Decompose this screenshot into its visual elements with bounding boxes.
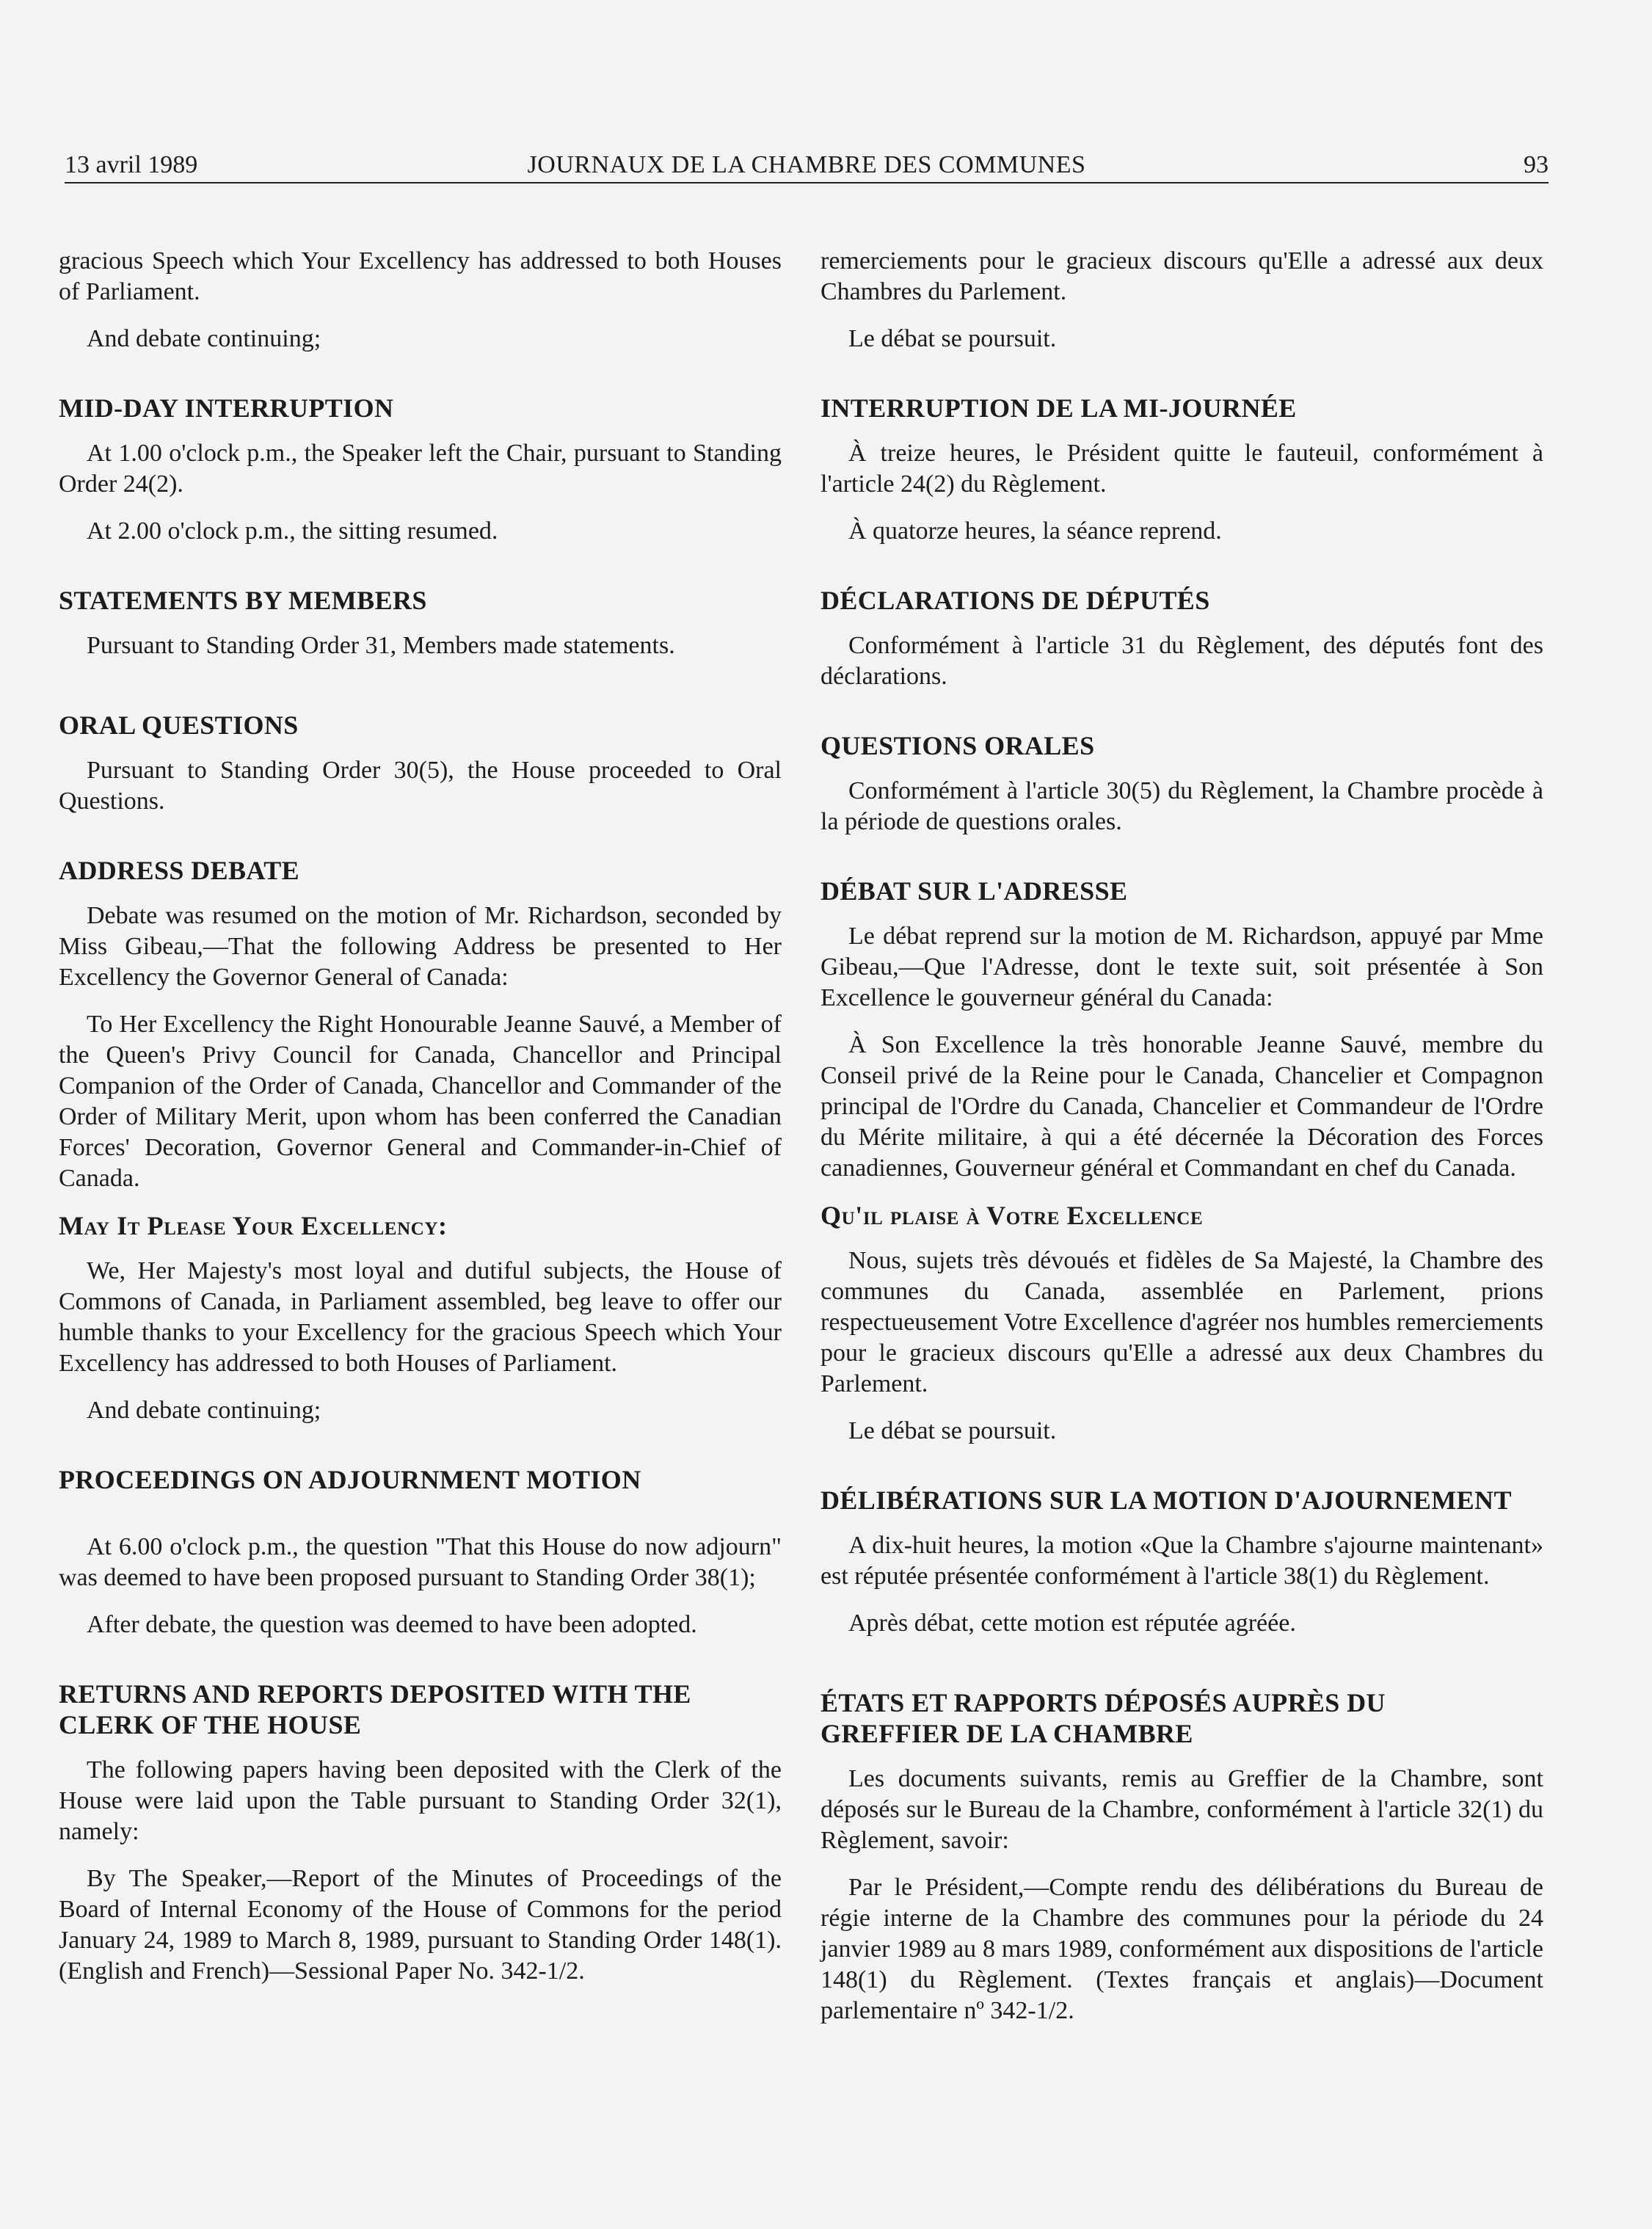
fr-returns-heading-line2: GREFFIER DE LA CHAMBRE — [820, 1719, 1193, 1748]
en-adjournment-p1: At 6.00 o'clock p.m., the question "That this House do now adjourn" was deemed to have been proposed pursuant to Standing Order 38(1); — [59, 1533, 782, 1591]
en-statements-heading: STATEMENTS BY MEMBERS — [59, 586, 427, 615]
fr-returns-heading — [820, 1687, 1543, 1749]
fr-address-continuing: Le débat se poursuit. — [848, 1417, 1057, 1444]
en-address-p2: To Her Excellency the Right Honourable Jeanne Sauvé, a Member of the Queen's Privy Council for Canada, Chancellor and Principal Companion of the Order of Canada, Chancellor and Commander of the Order of Military Merit, upon whom has been conferred the Canadian Forces' Decoration, Governor General and Commander-in-Chief of Canada. — [59, 1011, 782, 1192]
header-date: 13 avril 1989 — [65, 151, 198, 178]
header-rule — [65, 182, 1549, 183]
en-midday-p2: At 2.00 o'clock p.m., the sitting resumed. — [87, 517, 498, 545]
en-address-p1: Debate was resumed on the motion of Mr. Richardson, seconded by Miss Gibeau,—That the following Address be presented to Her Excellency the Governor General of Canada: — [59, 902, 782, 991]
en-returns-heading-line1: RETURNS AND REPORTS DEPOSITED WITH THE — [59, 1679, 691, 1709]
fr-statements-p1: Conformément à l'article 31 du Règlement, des députés font des déclarations. — [820, 632, 1543, 690]
header-page-number: 93 — [1524, 151, 1549, 178]
fr-adjournment-p2: Après débat, cette motion est réputée agréée. — [848, 1610, 1296, 1637]
en-intro-continuing: And debate continuing; — [87, 325, 321, 352]
en-statements-p1: Pursuant to Standing Order 31, Members made statements. — [87, 632, 675, 659]
header-journal-title: JOURNAUX DE LA CHAMBRE DES COMMUNES — [527, 151, 1086, 178]
en-address-heading: ADDRESS DEBATE — [59, 856, 300, 885]
fr-statements-heading: DÉCLARATIONS DE DÉPUTÉS — [820, 586, 1210, 615]
en-oral-p1: Pursuant to Standing Order 30(5), the House proceeded to Oral Questions. — [59, 757, 782, 815]
en-returns-p1: The following papers having been deposited with the Clerk of the House were laid upon the Table pursuant to Standing Order 32(1), namely: — [59, 1756, 782, 1845]
en-returns-heading-line2: CLERK OF THE HOUSE — [59, 1710, 362, 1739]
fr-address-p2: À Son Excellence la très honorable Jeanne Sauvé, membre du Conseil privé de la Reine pour le Canada, Chancelier et Compagnon principal de l'Ordre du Canada, Chancelier et Commandeur de l'Ordre du Mérite militaire, à qui a été décernée la Décoration des Forces canadiennes, Gouverneur général et Commandant en chef du Canada. — [820, 1031, 1543, 1182]
fr-adjournment-heading: DÉLIBÉRATIONS SUR LA MOTION D'AJOURNEMENT — [820, 1486, 1512, 1515]
fr-address-p1: Le débat reprend sur la motion de M. Richardson, appuyé par Mme Gibeau,—Que l'Adresse, dont le texte suit, soit présentée à Son Excellence le gouverneur général du Canada: — [820, 923, 1543, 1011]
en-may-it-please: May It Please Your Excellency: — [59, 1211, 448, 1240]
en-address-continuing: And debate continuing; — [87, 1397, 321, 1424]
fr-intro-continuing: Le débat se poursuit. — [848, 325, 1057, 352]
fr-returns-p1: Les documents suivants, remis au Greffier de la Chambre, sont déposés sur le Bureau de la Chambre, conformément à l'article 32(1) du Règlement, savoir: — [820, 1765, 1543, 1854]
running-head — [65, 147, 1549, 183]
fr-midday-heading: INTERRUPTION DE LA MI-JOURNÉE — [820, 393, 1297, 423]
en-oral-heading: ORAL QUESTIONS — [59, 710, 299, 740]
fr-midday-p2: À quatorze heures, la séance reprend. — [848, 517, 1222, 545]
fr-adjournment-p1: A dix-huit heures, la motion «Que la Chambre s'ajourne maintenant» est réputée présentée conformément à l'article 38(1) du Règlement. — [820, 1532, 1543, 1590]
fr-returns-heading-line1: ÉTATS ET RAPPORTS DÉPOSÉS AUPRÈS DU — [820, 1688, 1386, 1717]
en-returns-heading — [59, 1679, 782, 1740]
en-midday-p1: At 1.00 o'clock p.m., the Speaker left the Chair, pursuant to Standing Order 24(2). — [59, 440, 782, 498]
en-midday-heading: MID-DAY INTERRUPTION — [59, 393, 394, 423]
fr-address-p3: Nous, sujets très dévoués et fidèles de Sa Majesté, la Chambre des communes du Canada, assemblée en Parlement, prions respectueusement Votre Excellence d'agréer nos humbles remerciements pour le gracieux discours qu'Elle a adressé aux deux Chambres du Parlement. — [820, 1247, 1543, 1397]
fr-midday-p1: À treize heures, le Président quitte le fauteuil, conformément à l'article 24(2) du Règlement. — [820, 440, 1543, 498]
fr-may-it-please: Qu'il plaise à Votre Excellence — [820, 1201, 1204, 1230]
en-intro: gracious Speech which Your Excellency has addressed to both Houses of Parliament. — [59, 247, 782, 305]
fr-address-heading: DÉBAT SUR L'ADRESSE — [820, 876, 1128, 906]
french-column — [820, 246, 1543, 2043]
fr-returns-p2: Par le Président,—Compte rendu des délibérations du Bureau de régie interne de la Chambre des communes pour la période du 24 janvier 1989 au 8 mars 1989, conformément aux dispositions de l'article 148(1) du Règlement. (Textes français et anglais)—Document parlementaire nº 342-1/2. — [820, 1874, 1543, 2024]
fr-intro: remerciements pour le gracieux discours qu'Elle a adressé aux deux Chambres du Parlement. — [820, 247, 1543, 305]
fr-oral-p1: Conformément à l'article 30(5) du Règlement, la Chambre procède à la période de questions orales. — [820, 777, 1543, 835]
english-column — [59, 246, 782, 2003]
fr-oral-heading: QUESTIONS ORALES — [820, 731, 1095, 760]
en-adjournment-p2: After debate, the question was deemed to have been adopted. — [87, 1611, 697, 1638]
en-adjournment-heading: PROCEEDINGS ON ADJOURNMENT MOTION — [59, 1465, 641, 1494]
en-address-p3: We, Her Majesty's most loyal and dutiful subjects, the House of Commons of Canada, in Parliament assembled, beg leave to offer our humble thanks to your Excellency for the gracious Speech which Your Excellency has addressed to both Houses of Parliament. — [59, 1257, 782, 1377]
en-returns-p2: By The Speaker,—Report of the Minutes of Proceedings of the Board of Internal Economy of the House of Commons for the period January 24, 1989 to March 8, 1989, pursuant to Standing Order 148(1). (English and French)—Sessional Paper No. 342-1/2. — [59, 1865, 782, 1985]
